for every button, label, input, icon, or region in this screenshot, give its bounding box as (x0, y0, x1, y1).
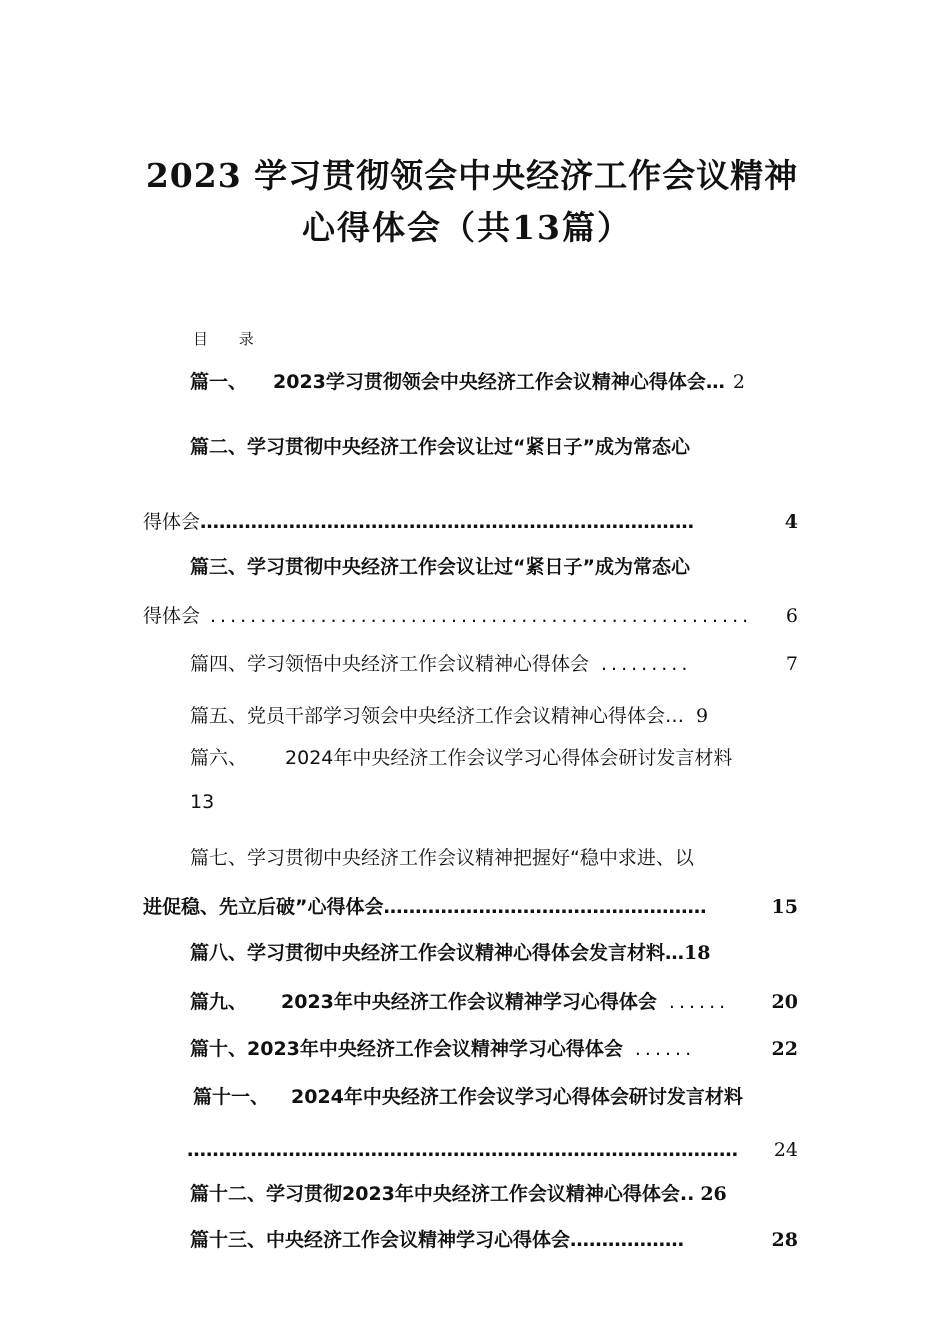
toc-entry-6-title: 2024年中央经济工作会议学习心得体会研讨发言材料 (285, 747, 733, 769)
toc-entry-3[interactable] (143, 601, 798, 631)
toc-entry-9-leader: ...... (668, 991, 730, 1013)
toc-entry-2-leader: …………………………………………………………………… (200, 511, 695, 533)
toc-entry-10-leader: ...... (634, 1038, 696, 1060)
toc-entry-8-page: 18 (684, 942, 711, 964)
toc-entry-12-title: 篇十二、学习贯彻2023年中央经济工作会议精神心得体会 (190, 1183, 680, 1205)
toc-entry-11-leader: …………………………………………………………………………… (187, 1139, 738, 1161)
toc-entry-5-leader: … (665, 705, 685, 727)
toc-entry-9[interactable] (190, 987, 798, 1017)
toc-entry-11-prefix: 篇十一、 (193, 1086, 270, 1108)
toc-entry-7-leader: …………………………………………… (383, 896, 707, 918)
toc-entry-9-page: 20 (771, 991, 798, 1013)
toc-entry-5-title: 篇五、党员干部学习领会中央经济工作会议精神心得体会 (190, 705, 666, 727)
toc-entry-7[interactable] (143, 892, 798, 922)
toc-entry-1-page: 2 (732, 371, 745, 393)
toc-entry-6-prefix: 篇六、 (190, 747, 248, 769)
toc-entry-12-page: 26 (700, 1183, 727, 1205)
toc-entry-4-leader: ......... (601, 653, 692, 675)
toc-entry-2[interactable] (143, 507, 798, 537)
toc-entry-10[interactable] (190, 1034, 798, 1064)
toc-entry-8-leader: … (665, 942, 685, 964)
toc-entry-11-title[interactable] (193, 1082, 743, 1112)
document-title-line2: 心得体会（共13篇） (302, 208, 632, 247)
toc-entry-13[interactable] (190, 1225, 798, 1255)
toc-entry-13-page: 28 (771, 1229, 798, 1251)
toc-entry-7-title-line2: 进促稳、先立后破”心得体会 (143, 896, 384, 918)
toc-entry-3-title-line1[interactable]: 篇三、学习贯彻中央经济工作会议让过“紧日子”成为常态心 (190, 556, 690, 578)
toc-entry-7-page: 15 (771, 896, 798, 918)
toc-entry-6[interactable] (190, 743, 732, 773)
toc-entry-9-prefix: 篇九、 (190, 991, 248, 1013)
toc-entry-1-title: 2023学习贯彻领会中央经济工作会议精神心得体会 (273, 371, 706, 393)
toc-entry-6-page[interactable]: 13 (190, 791, 215, 813)
toc-entry-10-page: 22 (771, 1038, 798, 1060)
toc-entry-2-title-line2: 得体会 (143, 511, 201, 533)
toc-entry-13-leader: ……………… (570, 1229, 685, 1251)
toc-entry-5[interactable] (190, 701, 808, 731)
toc-entry-2-page: 4 (784, 511, 798, 533)
document-title-line1: 2023 学习贯彻领会中央经济工作会议精神 (145, 156, 799, 195)
toc-entry-4-title: 篇四、学习领悟中央经济工作会议精神心得体会 (190, 653, 590, 675)
toc-entry-3-leader: ...................................................... (210, 605, 753, 627)
toc-entry-12[interactable] (190, 1179, 808, 1209)
toc-entry-2-title-line1[interactable]: 篇二、学习贯彻中央经济工作会议让过“紧日子”成为常态心 (190, 436, 690, 458)
toc-heading: 目 录 (193, 330, 254, 348)
toc-entry-8-title: 篇八、学习贯彻中央经济工作会议精神心得体会发言材料 (190, 942, 666, 964)
toc-entry-1[interactable] (190, 367, 803, 397)
toc-entry-3-title-line2: 得体会 (143, 605, 201, 627)
toc-entry-7-title-line1[interactable]: 篇七、学习贯彻中央经济工作会议精神把握好“稳中求进、以 (190, 847, 694, 869)
toc-entry-13-title: 篇十三、中央经济工作会议精神学习心得体会 (190, 1229, 571, 1251)
toc-entry-8[interactable] (190, 938, 798, 968)
toc-entry-11-text: 2024年中央经济工作会议学习心得体会研讨发言材料 (291, 1086, 743, 1108)
toc-entry-1-prefix: 篇一、 (190, 371, 248, 393)
toc-entry-4-page: 7 (785, 653, 798, 675)
toc-entry-11-page: 24 (773, 1139, 798, 1161)
toc-entry-10-title: 篇十、2023年中央经济工作会议精神学习心得体会 (190, 1038, 623, 1060)
toc-entry-12-leader: .. (679, 1183, 695, 1205)
toc-entry-4[interactable] (190, 649, 798, 679)
toc-entry-5-page: 9 (696, 705, 709, 727)
toc-entry-9-title: 2023年中央经济工作会议精神学习心得体会 (281, 991, 657, 1013)
toc-entry-11[interactable] (187, 1135, 798, 1165)
toc-entry-1-leader: … (705, 371, 725, 393)
toc-entry-3-page: 6 (785, 605, 798, 627)
